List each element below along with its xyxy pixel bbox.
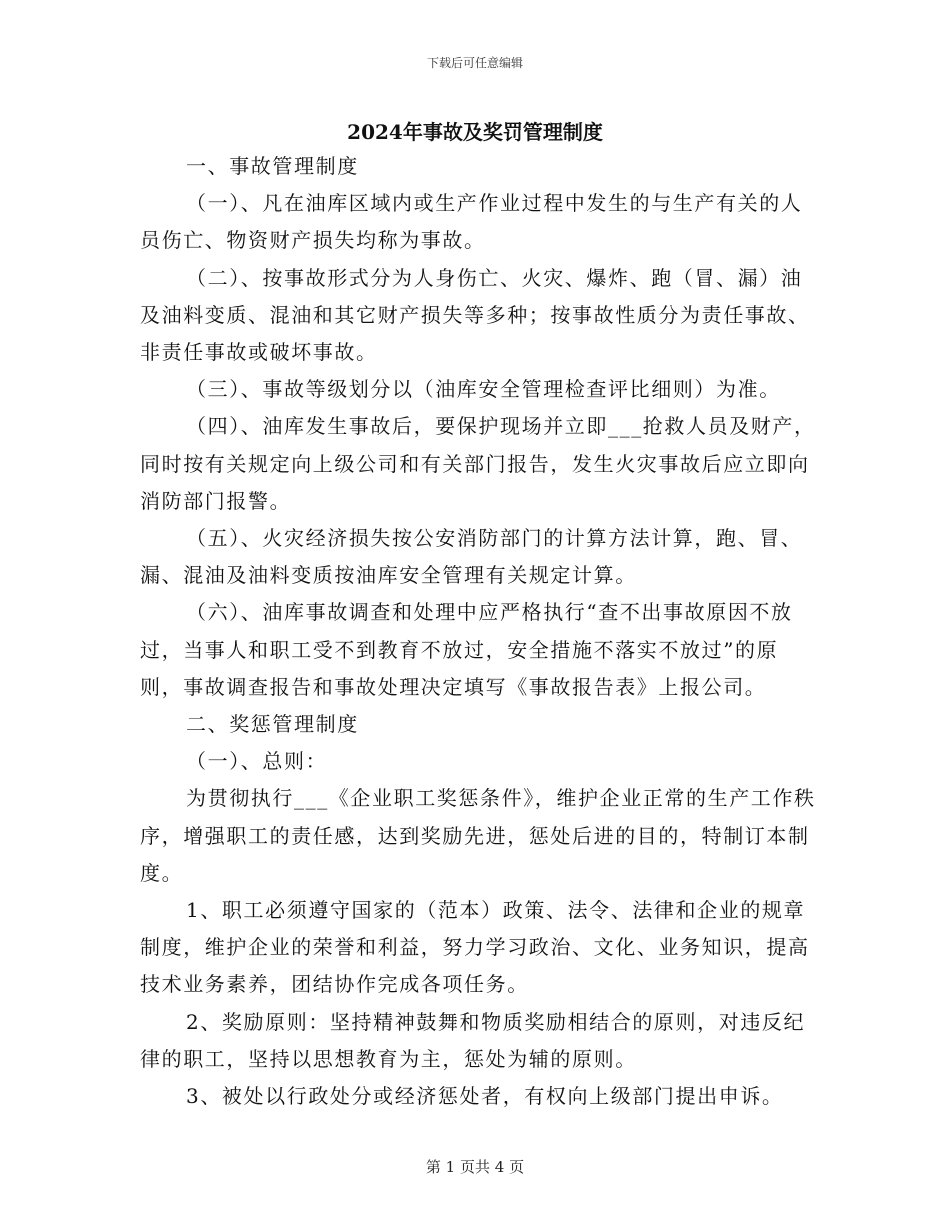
paragraph-accident-levels: （三）、事故等级划分以（油库安全管理检查评比细则）为准。 bbox=[186, 377, 781, 402]
paragraph-accident-types: （二）、按事故形式分为人身伤亡、火灾、爆炸、跑（冒、漏）油及油料变质、混油和其它财产损失等多种；按事故性质分为责任事故、非责任事故或破坏事故。 bbox=[140, 265, 810, 365]
paragraph-loss-calculation: （五）、火灾经济损失按公安消防部门的计算方法计算，跑、冒、漏、混油及油料变质按油库安全管理有关规定计算。 bbox=[140, 526, 803, 588]
paragraph-investigation: （六）、油库事故调查和处理中应严格执行“查不出事故原因不放过，当事人和职工受不到教育不放过，安全措施不落实不放过”的原则，事故调查报告和事故处理决定填写《事故报告表》上报公司。 bbox=[140, 600, 793, 699]
section-heading-accident: 一、事故管理制度 bbox=[186, 154, 359, 178]
paragraph-purpose: 为贯彻执行___《企业职工奖惩条件》，维护企业正常的生产工作秩序，增强职工的责任感，达到奖励先进，惩处后进的目的，特制订本制度。 bbox=[140, 786, 816, 885]
paragraph-accident-definition: （一）、凡在油库区域内或生产作业过程中发生的与生产有关的人员伤亡、物资财产损失均称为事故。 bbox=[140, 191, 803, 253]
paragraph-rule-3: 3、被处以行政处分或经济惩处者，有权向上级部门提出申诉。 bbox=[186, 1084, 784, 1109]
subsection-heading-general: （一）、总则： bbox=[186, 749, 328, 774]
document-title: 2024年事故及奖罚管理制度 bbox=[347, 120, 603, 144]
header-note: 下载后可任意编辑 bbox=[426, 56, 523, 70]
paragraph-accident-response: （四）、油库发生事故后，要保护现场并立即___抢救人员及财产，同时按有关规定向上级公司和有关部门报告，发生火灾事故后应立即向消防部门报警。 bbox=[140, 414, 816, 513]
paragraph-rule-2: 2、奖励原则：坚持精神鼓舞和物质奖励相结合的原则，对违反纪律的职工，坚持以思想教育为主，惩处为辅的原则。 bbox=[140, 1009, 806, 1071]
page-footer: 第 1 页共 4 页 bbox=[425, 1158, 525, 1176]
paragraph-rule-1: 1、职工必须遵守国家的（范本）政策、法令、法律和企业的规章制度，维护企业的荣誉和利益，努力学习政治、文化、业务知识，提高技术业务素养，团结协作完成各项任务。 bbox=[140, 898, 810, 997]
section-heading-rewards: 二、奖惩管理制度 bbox=[186, 712, 359, 737]
document-body bbox=[140, 148, 820, 1115]
